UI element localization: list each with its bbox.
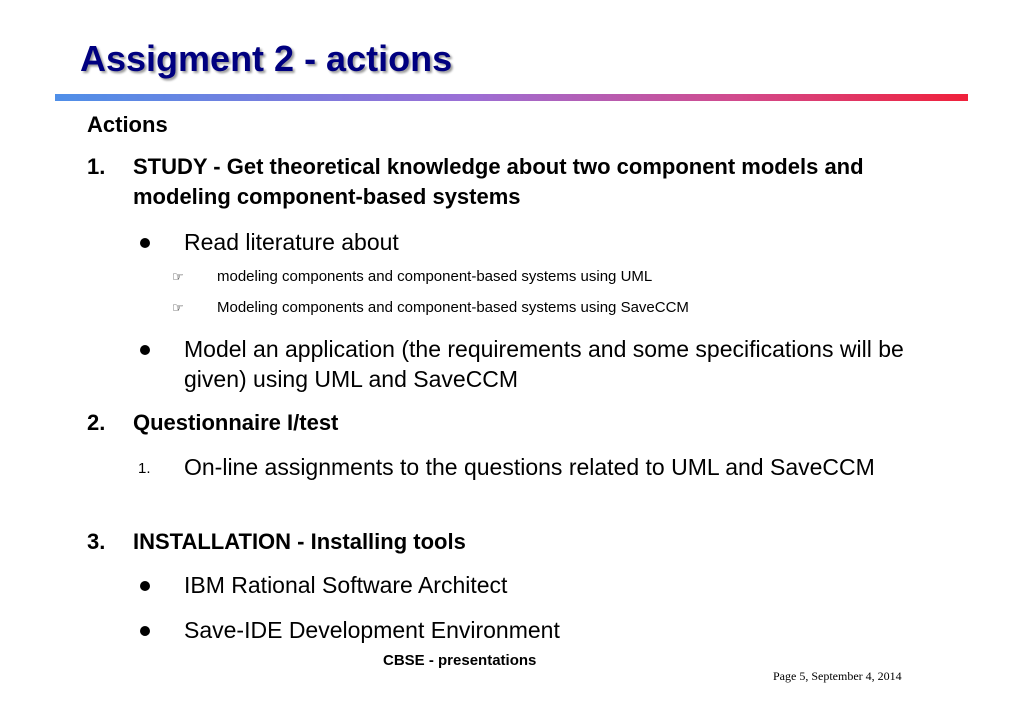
bullet-text: Model an application (the requirements and some specifications will be given) using UML and SaveCCM xyxy=(184,336,904,392)
title-divider xyxy=(55,94,968,101)
slide-title: Assigment 2 - actions xyxy=(80,38,453,79)
action-number: 3. xyxy=(87,529,106,554)
action-text: INSTALLATION - Installing tools xyxy=(133,529,466,554)
pointing-hand-icon: ☞ xyxy=(172,269,184,284)
sub-bullet-text: Modeling components and component-based systems using SaveCCM xyxy=(217,299,689,316)
action-number: 2. xyxy=(87,410,106,435)
bullet-text: On-line assignments to the questions related to UML and SaveCCM xyxy=(184,454,875,480)
page-info: Page 5, September 4, 2014 xyxy=(773,669,902,683)
action-text: Questionnaire I/test xyxy=(133,410,339,435)
bullet-text: Read literature about xyxy=(184,229,399,255)
section-heading: Actions xyxy=(87,112,168,137)
bullet-text: Save-IDE Development Environment xyxy=(184,617,560,643)
filled-circle-icon xyxy=(140,238,150,248)
sub-bullet-text: modeling components and component-based systems using UML xyxy=(217,268,653,285)
filled-circle-icon xyxy=(140,626,150,636)
action-text: STUDY - Get theoretical knowledge about two component models and modeling component-based systems xyxy=(133,154,864,209)
filled-circle-icon xyxy=(140,345,150,355)
bullet-text: IBM Rational Software Architect xyxy=(184,572,508,598)
pointing-hand-icon: ☞ xyxy=(172,300,184,315)
action-number: 1. xyxy=(87,154,106,179)
footer-title: CBSE - presentations xyxy=(383,652,537,669)
sub-item-number: 1. xyxy=(138,460,151,477)
filled-circle-icon xyxy=(140,581,150,591)
